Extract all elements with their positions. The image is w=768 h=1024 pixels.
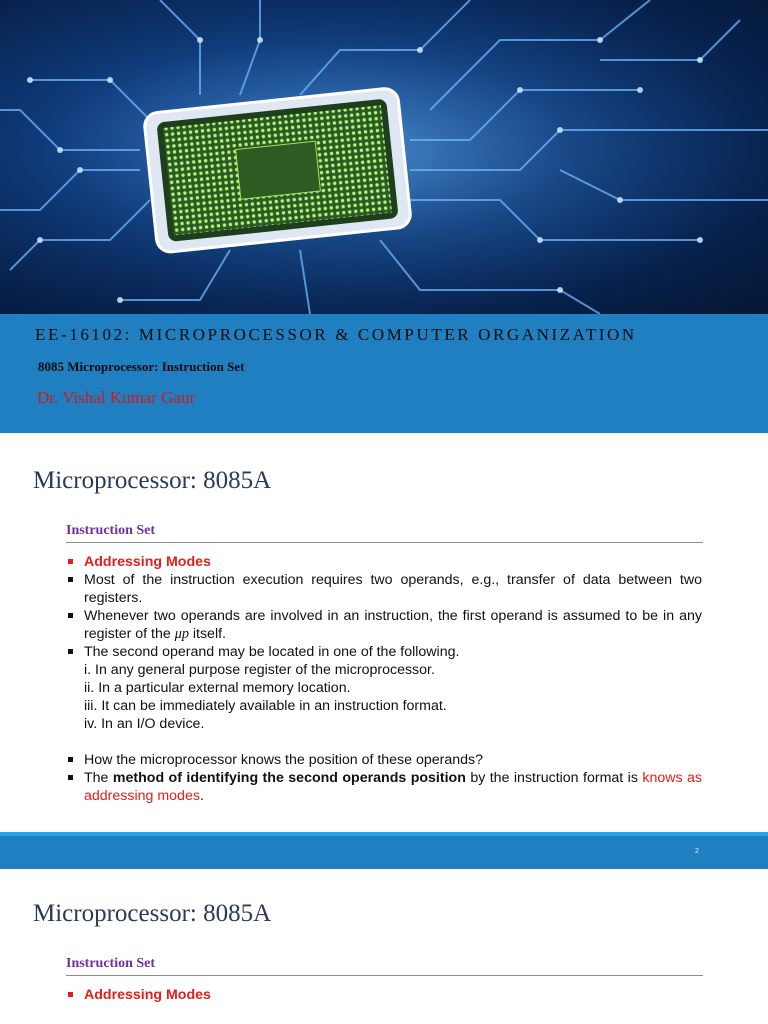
bullet-text: . [199, 788, 204, 804]
bullet-marker-icon [68, 992, 73, 997]
bullet-marker-icon [68, 559, 73, 564]
spacer [66, 733, 702, 751]
bullet-heading: Addressing Modes [84, 554, 211, 570]
slide-subheading: Instruction Set [66, 956, 156, 971]
bullet-list [66, 553, 702, 805]
bullet-item [66, 607, 702, 643]
bullet-text: The second operand may be located in one of the following. [84, 644, 460, 660]
slide-title: Microprocessor: 8085A [33, 900, 272, 927]
bullet-marker-icon [68, 613, 73, 618]
bullet-marker-icon [68, 577, 73, 582]
bullet-text: Most of the instruction execution requires two operands, e.g., transfer of data between two registers. [84, 572, 702, 606]
sub-list-item: iv. In an I/O device. [84, 716, 205, 732]
bullet-item [66, 553, 702, 571]
bullet-item [66, 986, 702, 1004]
bullet-text: How the microprocessor knows the position of these operands? [84, 752, 484, 768]
mu-p-symbol: μp [174, 626, 189, 642]
bullet-list [66, 986, 702, 1004]
bullet-item [66, 751, 702, 769]
bullet-marker-icon [68, 649, 73, 654]
heading-divider [66, 975, 703, 976]
bullet-heading: Addressing Modes [84, 987, 211, 1003]
author-name: Dr. Vishal Kumar Gaur [37, 388, 196, 407]
bullet-text: itself. [188, 626, 226, 642]
slide-title: Microprocessor: 8085A [33, 467, 272, 494]
bullet-text: by the instruction format is [465, 770, 643, 786]
bullet-text: The [84, 770, 113, 786]
bullet-marker-icon [68, 775, 73, 780]
slide-subheading: Instruction Set [66, 523, 156, 538]
bullet-item [66, 643, 702, 661]
cover-subtitle: 8085 Microprocessor: Instruction Set [38, 359, 245, 374]
slide-footer-bar [0, 832, 768, 869]
bullet-item [66, 571, 702, 607]
heading-divider [66, 542, 703, 543]
bullet-marker-icon [68, 757, 73, 762]
sub-list-item: ii. In a particular external memory location. [84, 680, 351, 696]
cover-hero-image [0, 0, 768, 314]
bullet-text: Whenever two operands are involved in an instruction, the first operand is assumed to be in any register of the [84, 608, 702, 642]
page-number: 2 [695, 848, 699, 855]
bullet-red-text: knows as addressing modes [84, 770, 703, 804]
course-title: EE-16102: MICROPROCESSOR & COMPUTER ORGANIZATION [35, 325, 637, 344]
bullet-item [66, 769, 702, 805]
sub-list-item: i. In any general purpose register of the microprocessor. [84, 662, 435, 678]
bullet-bold-text: method of identifying the second operands position [112, 770, 466, 786]
sub-list-item: iii. It can be immediately available in an instruction format. [84, 698, 447, 714]
circuit-board-illustration [0, 0, 768, 314]
